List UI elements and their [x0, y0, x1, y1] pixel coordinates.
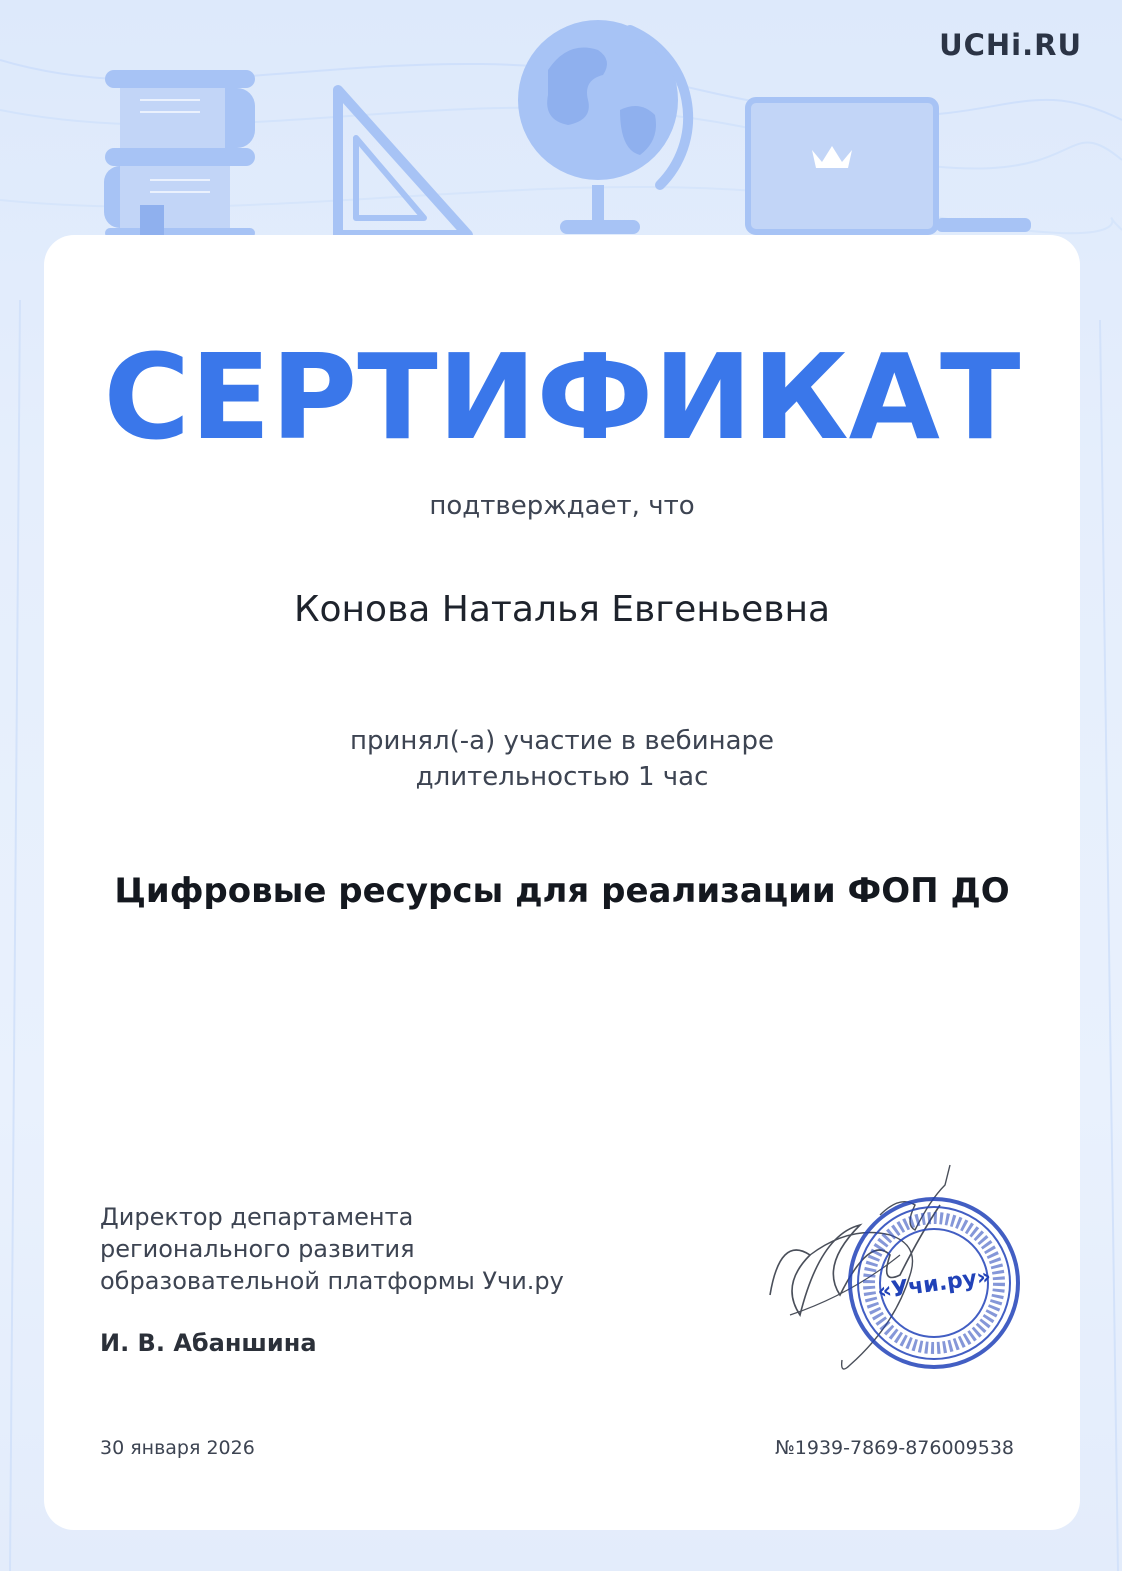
position-line-1: Директор департамента: [100, 1203, 414, 1231]
issue-date: 30 января 2026: [100, 1437, 255, 1459]
certificate-number: №1939-7869-876009538: [775, 1437, 1014, 1459]
confirm-text: подтверждает, что: [429, 491, 695, 521]
certificate-title: СЕРТИФИКАТ: [103, 328, 1021, 466]
webinar-title: Цифровые ресурсы для реализации ФОП ДО: [114, 871, 1010, 911]
globe-icon: [518, 20, 688, 234]
certificate-card: [44, 235, 1080, 1530]
set-square-icon: [338, 90, 468, 235]
participation-line-2: длительностью 1 час: [415, 762, 709, 792]
recipient-name: Конова Наталья Евгеньевна: [293, 589, 831, 630]
company-seal: [844, 1193, 1024, 1373]
seal-center-text: «Учи.ру»: [875, 1264, 993, 1305]
laptop-icon: [748, 100, 1031, 232]
signatory-name: И. В. Абаншина: [100, 1329, 317, 1357]
position-line-2: регионального развития: [100, 1235, 415, 1263]
participation-line-1: принял(-а) участие в вебинаре: [349, 726, 775, 756]
participation-text: [44, 723, 1080, 795]
signatory-position: [100, 1201, 564, 1297]
books-icon: [104, 70, 255, 250]
position-line-3: образовательной платформы Учи.ру: [100, 1267, 564, 1295]
uchi-ru-logo: UCHi.RU: [939, 28, 1082, 62]
